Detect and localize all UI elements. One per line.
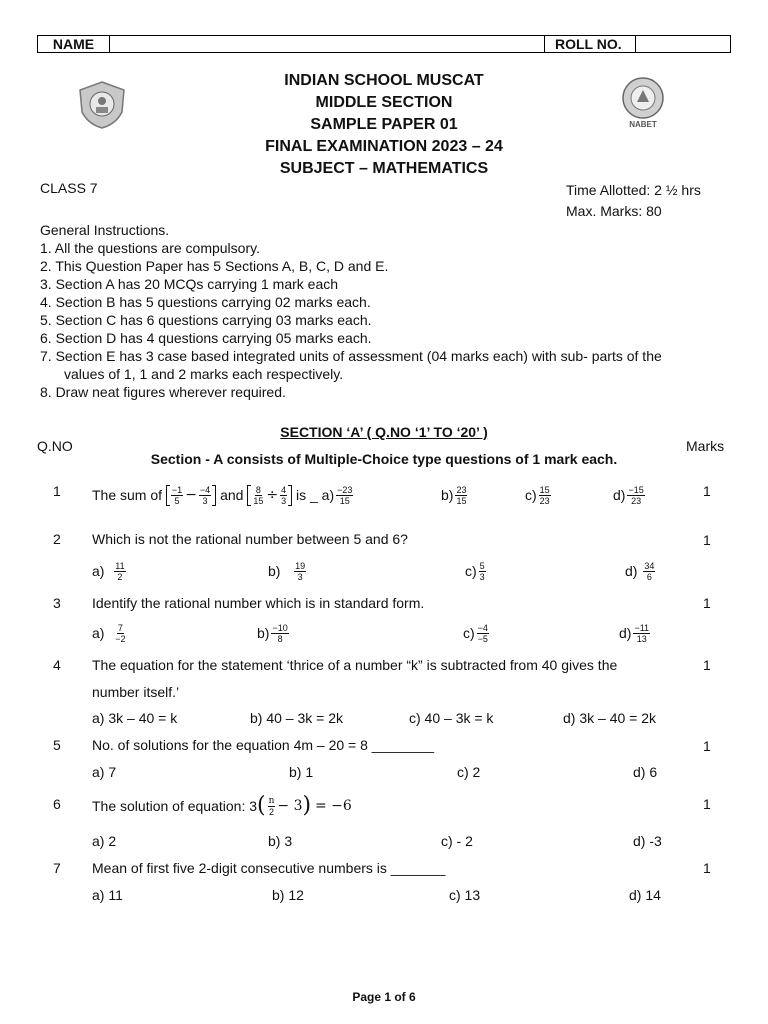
question-mark: 1 — [703, 738, 711, 754]
question-2-text: Which is not the rational number between 5 and 6? — [92, 531, 408, 547]
option-a: a) 2 — [92, 833, 117, 849]
paper-name: SAMPLE PAPER 01 — [310, 116, 458, 133]
option-c: c) $\frac{15}{23}$ — [525, 484, 550, 506]
name-field[interactable] — [110, 36, 545, 52]
school-name: INDIAN SCHOOL MUSCAT — [284, 72, 484, 89]
roll-label: ROLL NO. — [545, 36, 636, 52]
question-mark: 1 — [703, 595, 711, 611]
name-label: NAME — [38, 36, 110, 52]
time-allotted: Time Allotted: 2 ½ hrs — [566, 182, 701, 198]
instruction-item: 8. Draw neat figures wherever required. — [40, 384, 286, 400]
subject-name: SUBJECT – MATHEMATICS — [279, 160, 489, 177]
option-c: c) - 2 — [441, 833, 473, 849]
question-mark: 1 — [703, 860, 711, 876]
exam-name: FINAL EXAMINATION 2023 – 24 — [265, 138, 503, 155]
question-number: 2 — [53, 531, 61, 547]
question-mark: 1 — [703, 483, 711, 499]
instruction-item: 2. This Question Paper has 5 Sections A, B, C, D and E. — [40, 258, 389, 274]
instruction-item: 7. Section E has 3 case based integrated units of assessment (04 marks each) with sub- parts of the — [40, 348, 662, 364]
option-b: b) 3 — [268, 833, 293, 849]
option-d: d) $\frac{-11}{13}$ — [619, 622, 650, 644]
section-title: SECTION ‘A’ ( Q.NO ‘1’ TO ‘20’ ) — [280, 424, 488, 440]
option-d: d) 3k – 40 = 2k — [563, 710, 657, 726]
option-d: d) $\frac{-15}{23}$ — [613, 484, 644, 506]
option-c: c) $\frac{-4}{-5}$ — [463, 622, 488, 644]
bracket-expression: $\frac{8}{15}$ ÷ $\frac{4}{3}$ — [247, 485, 292, 506]
option-d: d) -3 — [633, 833, 662, 849]
bracket-expression: $\frac{-1}{5}$ − $\frac{-4}{3}$ — [166, 485, 216, 506]
option-d: d) 14 — [629, 887, 661, 903]
name-roll-bar — [37, 35, 731, 53]
option-d: d) 6 — [633, 764, 658, 780]
option-a: a) 7 — [92, 764, 117, 780]
class-label: CLASS 7 — [40, 180, 98, 196]
question-1-text: The sum of $\frac{-1}{5}$ − $\frac{-4}{3}$ and $\frac{8}{15}$ ÷ $\frac{4}{3}$ is _ a) $\frac{-23}{15}$ — [92, 484, 353, 506]
option-b: b) $\frac{-10}{8}$ — [257, 622, 288, 644]
option-c: c) 2 — [457, 764, 481, 780]
question-mark: 1 — [703, 657, 711, 673]
question-4-text: The equation for the statement ‘thrice of a number “k” is subtracted from 40 gives the — [92, 657, 618, 673]
qno-label: Q.NO — [37, 438, 73, 454]
question-4-text-cont: number itself.’ — [92, 684, 180, 700]
instruction-item: 1. All the questions are compulsory. — [40, 240, 260, 256]
option-a: a) $\frac{7}{-2}$ — [92, 622, 126, 644]
instruction-item: 6. Section D has 4 questions carrying 05 marks each. — [40, 330, 372, 346]
instruction-item: 5. Section C has 6 questions carrying 03 marks each. — [40, 312, 372, 328]
instructions-title: General Instructions. — [40, 222, 170, 238]
instruction-item: 3. Section A has 20 MCQs carrying 1 mark each — [40, 276, 339, 292]
option-c: c) $\frac{5}{3}$ — [465, 560, 485, 582]
question-7-text: Mean of first five 2-digit consecutive numbers is _______ — [92, 860, 446, 876]
question-number: 1 — [53, 483, 61, 499]
question-mark: 1 — [703, 532, 711, 548]
question-mark: 1 — [703, 796, 711, 812]
option-c: c) 40 – 3k = k — [409, 710, 494, 726]
option-c: c) 13 — [449, 887, 481, 903]
section-subtitle: Section - A consists of Multiple-Choice type questions of 1 mark each. — [150, 451, 618, 467]
option-a: a) 11 — [92, 887, 123, 903]
option-d: d) $\frac{34}{6}$ — [625, 560, 655, 582]
question-3-text: Identify the rational number which is in standard form. — [92, 595, 425, 611]
option-b: b) $\frac{23}{15}$ — [441, 484, 467, 506]
marks-label: Marks — [686, 438, 725, 454]
page-number: Page 1 of 6 — [352, 990, 416, 1004]
question-number: 7 — [53, 860, 61, 876]
option-b: b) 12 — [272, 887, 304, 903]
option-a: a) $\frac{11}{2}$ — [92, 560, 125, 582]
instruction-item: 4. Section B has 5 questions carrying 02 marks each. — [40, 294, 371, 310]
question-5-text: No. of solutions for the equation 4m – 20 = 8 ________ — [92, 737, 435, 753]
question-number: 4 — [53, 657, 61, 673]
question-number: 6 — [53, 796, 61, 812]
option-b: b) $\frac{19}{3}$ — [268, 560, 306, 582]
question-number: 5 — [53, 737, 61, 753]
section-name: MIDDLE SECTION — [315, 94, 453, 111]
max-marks: Max. Marks: 80 — [566, 203, 662, 219]
roll-field[interactable] — [636, 36, 730, 52]
question-6-text: The solution of equation: 3 ( $\frac{n}{2}$ − 3 ) = −6 — [92, 793, 352, 818]
question-number: 3 — [53, 595, 61, 611]
option-b: b) 1 — [289, 764, 314, 780]
option-a: a) 3k – 40 = k — [92, 710, 178, 726]
nabet-logo-text: NABET — [629, 120, 657, 129]
option-b: b) 40 – 3k = 2k — [250, 710, 344, 726]
instruction-item: values of 1, 1 and 2 marks each respectively. — [64, 366, 344, 382]
